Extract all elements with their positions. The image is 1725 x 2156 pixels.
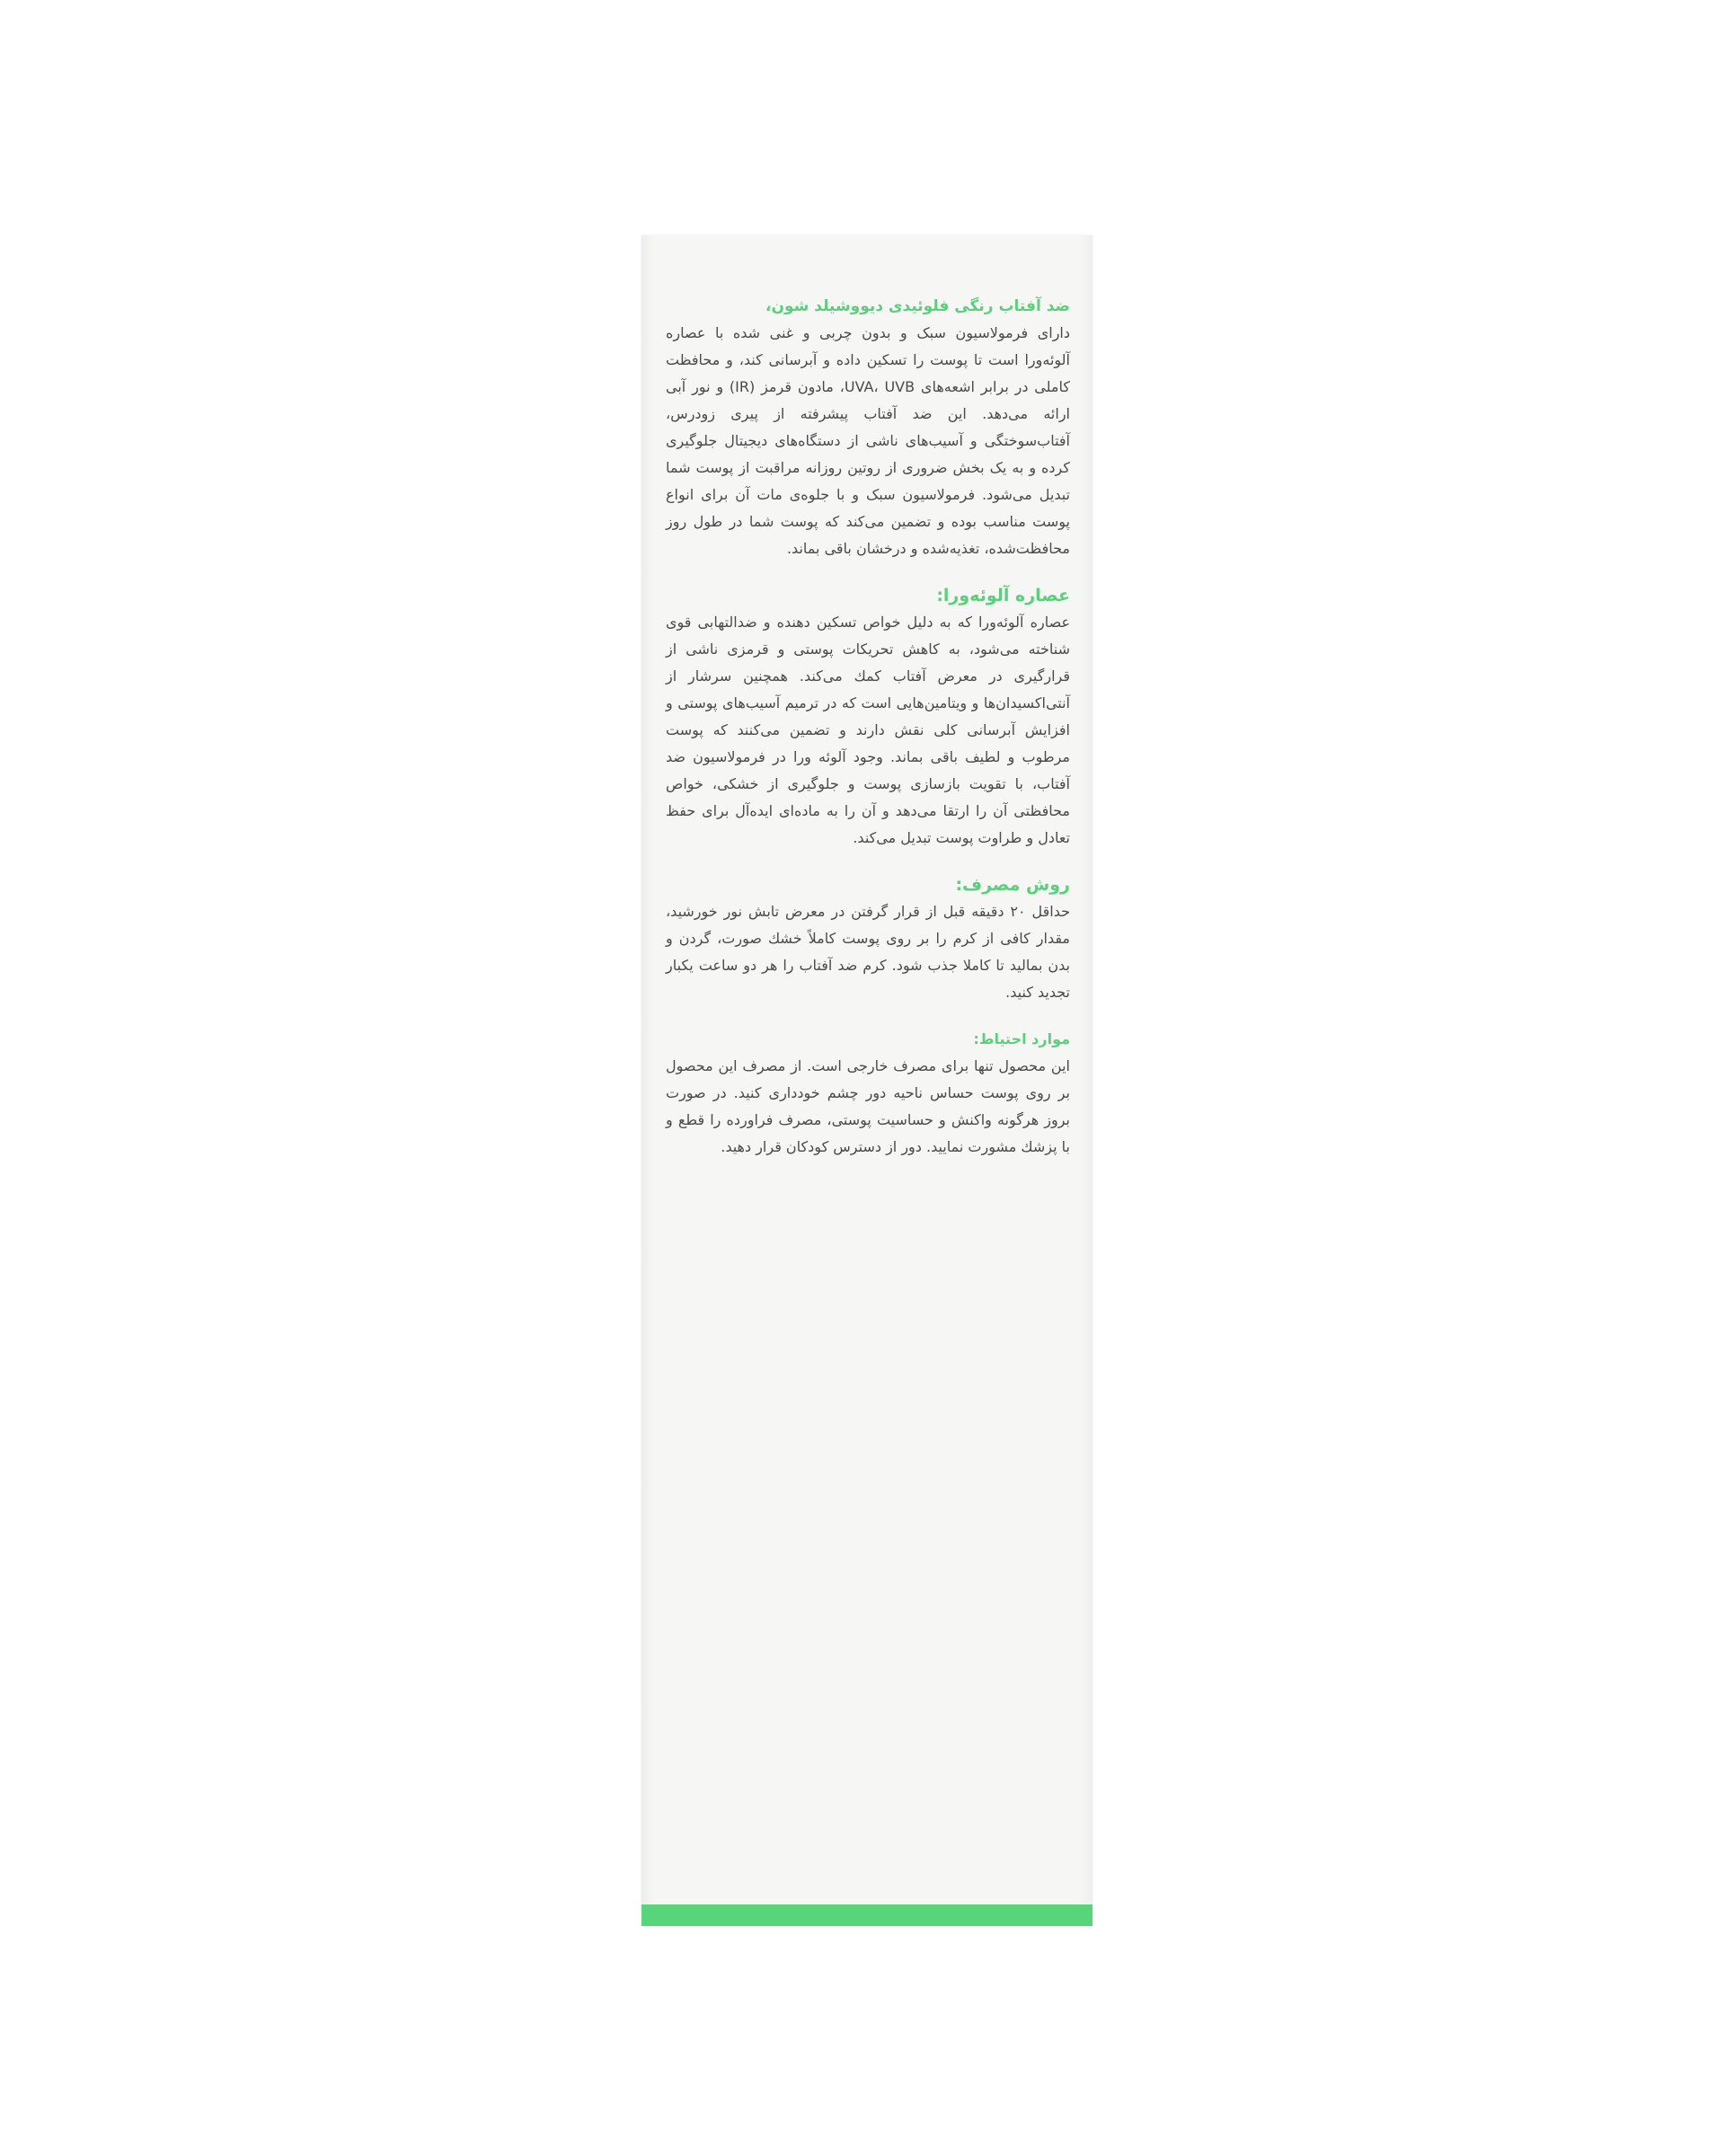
cautions-heading: موارد احتیاط: [973,1030,1070,1047]
intro-paragraph: دارای فرمولاسیون سبک و بدون چربی و غنی شده با عصاره آلوئه‌ورا است تا پوست را تسکین داده و آبرسانی کند، و محافظت کاملی در برابر اشعه‌های UVA، UVB، مادون قرمز (IR) و نور آبی ارائه می‌دهد. این ضد آفتاب پیشرفته از پیری زودرس، آفتاب‌سوختگی و آسیب‌های ناشی از دستگاه‌های دیجیتال جلوگیری کرده و به یک بخش ضروری از روتین روزانه مراقبت از پوست شما تبدیل می‌شود. فرمولاسیون سبک و با جلوه‌ی مات آن برای انواع پوست مناسب بوده و تضمین می‌کند که پوست شما در طول روز محافظت‌شده، تغذیه‌شده و درخشان باقی بماند. [666,324,1070,557]
product-title: ضد آفتاب رنگی فلوئیدی دیووشیلد شون، [765,297,1070,315]
aloe-paragraph: عصاره آلوئه‌ورا که به دلیل خواص تسکین دهنده و ضدالتهابی قوی شناخته می‌شود، به کاهش تحریکات پوستی و قرمزی ناشی از قرارگیری در معرض آفتاب کمك می‌کند. همچنین سرشار از آنتی‌اکسیدان‌ها و ویتامین‌هایی است که در ترمیم آسیب‌های پوستی و افزایش آبرسانی کلی نقش دارند و تضمین می‌کنند که پوست مرطوب و لطیف باقی بماند. وجود آلوئه ورا در فرمولاسیون ضد آفتاب، با تقویت بازسازی پوست و جلوگیری از خشکی، خواص محافظتی آن را ارتقا می‌دهد و آن را به ماده‌ای ایده‌آل برای حفظ تعادل و طراوت پوست تبدیل می‌کند. [666,614,1070,846]
product-box-side-panel [641,235,1092,1926]
intro-section [666,293,1070,562]
usage-paragraph: حداقل ۲۰ دقیقه قبل از قرار گرفتن در معرض تابش نور خورشید، مقدار کافی از کرم را بر روی پوست کاملاً خشك صورت، گردن و بدن بمالید تا کاملا جذب شود. کرم ضد آفتاب را هر دو ساعت یکبار تجدید کنید. [666,903,1070,1001]
usage-section [666,871,1070,1006]
green-bottom-band [641,1904,1092,1926]
cautions-paragraph: این محصول تنها برای مصرف خارجی است. از مصرف این محصول بر روی پوست حساس ناحیه دور چشم خودداری کنید. در صورت بروز هرگونه واکنش و حساسیت پوستی، مصرف فراورده را قطع و با پزشك مشورت نمایید. دور از دسترس کودکان قرار دهید. [666,1057,1070,1155]
aloe-section [666,582,1070,852]
aloe-heading: عصاره آلوئه‌ورا: [936,586,1070,605]
cautions-section [666,1026,1070,1161]
usage-heading: روش مصرف: [955,875,1070,895]
label-text-block [666,293,1070,1180]
